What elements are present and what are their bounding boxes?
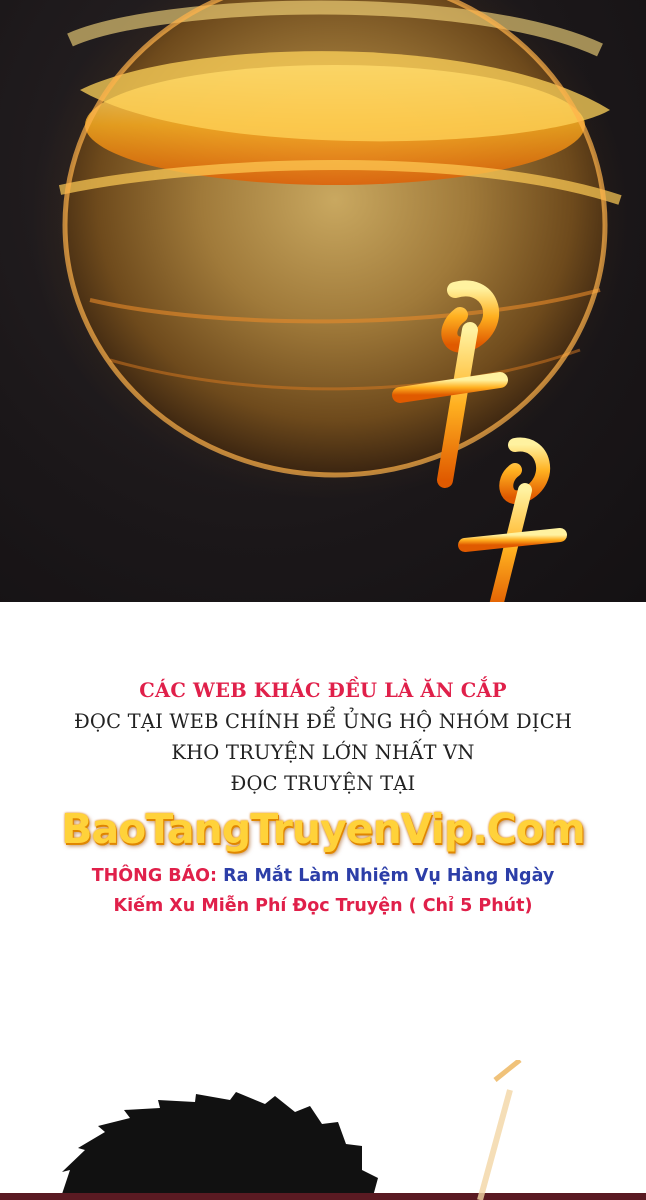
- notice-support-line: ĐỌC TẠI WEB CHÍNH ĐỂ ỦNG HỘ NHÓM DỊCH: [73, 710, 573, 733]
- site-brand-logo: BaoTangTruyenVip.Com: [61, 805, 585, 853]
- announcement-text-2a: Kiếm Xu Miễn Phí: [113, 896, 287, 916]
- announcement: [0, 861, 646, 921]
- scanlation-notice: [0, 675, 646, 921]
- announcement-text-2b: Đọc Truyện ( Chỉ 5 Phút): [292, 896, 533, 916]
- spiky-hair-illustration: [0, 1060, 646, 1200]
- notice-read-at-line: ĐỌC TRUYỆN TẠI: [230, 772, 416, 795]
- comic-panel-bottom: [0, 1060, 646, 1200]
- announcement-label: THÔNG BÁO:: [91, 866, 218, 886]
- burning-rune-2: [465, 445, 560, 602]
- notice-library-line: KHO TRUYỆN LỚN NHẤT VN: [171, 741, 475, 764]
- announcement-text-1: Ra Mắt Làm Nhiệm Vụ Hàng Ngày: [223, 866, 555, 886]
- notice-warning-line: CÁC WEB KHÁC ĐỀU LÀ ĂN CẮP: [139, 679, 507, 702]
